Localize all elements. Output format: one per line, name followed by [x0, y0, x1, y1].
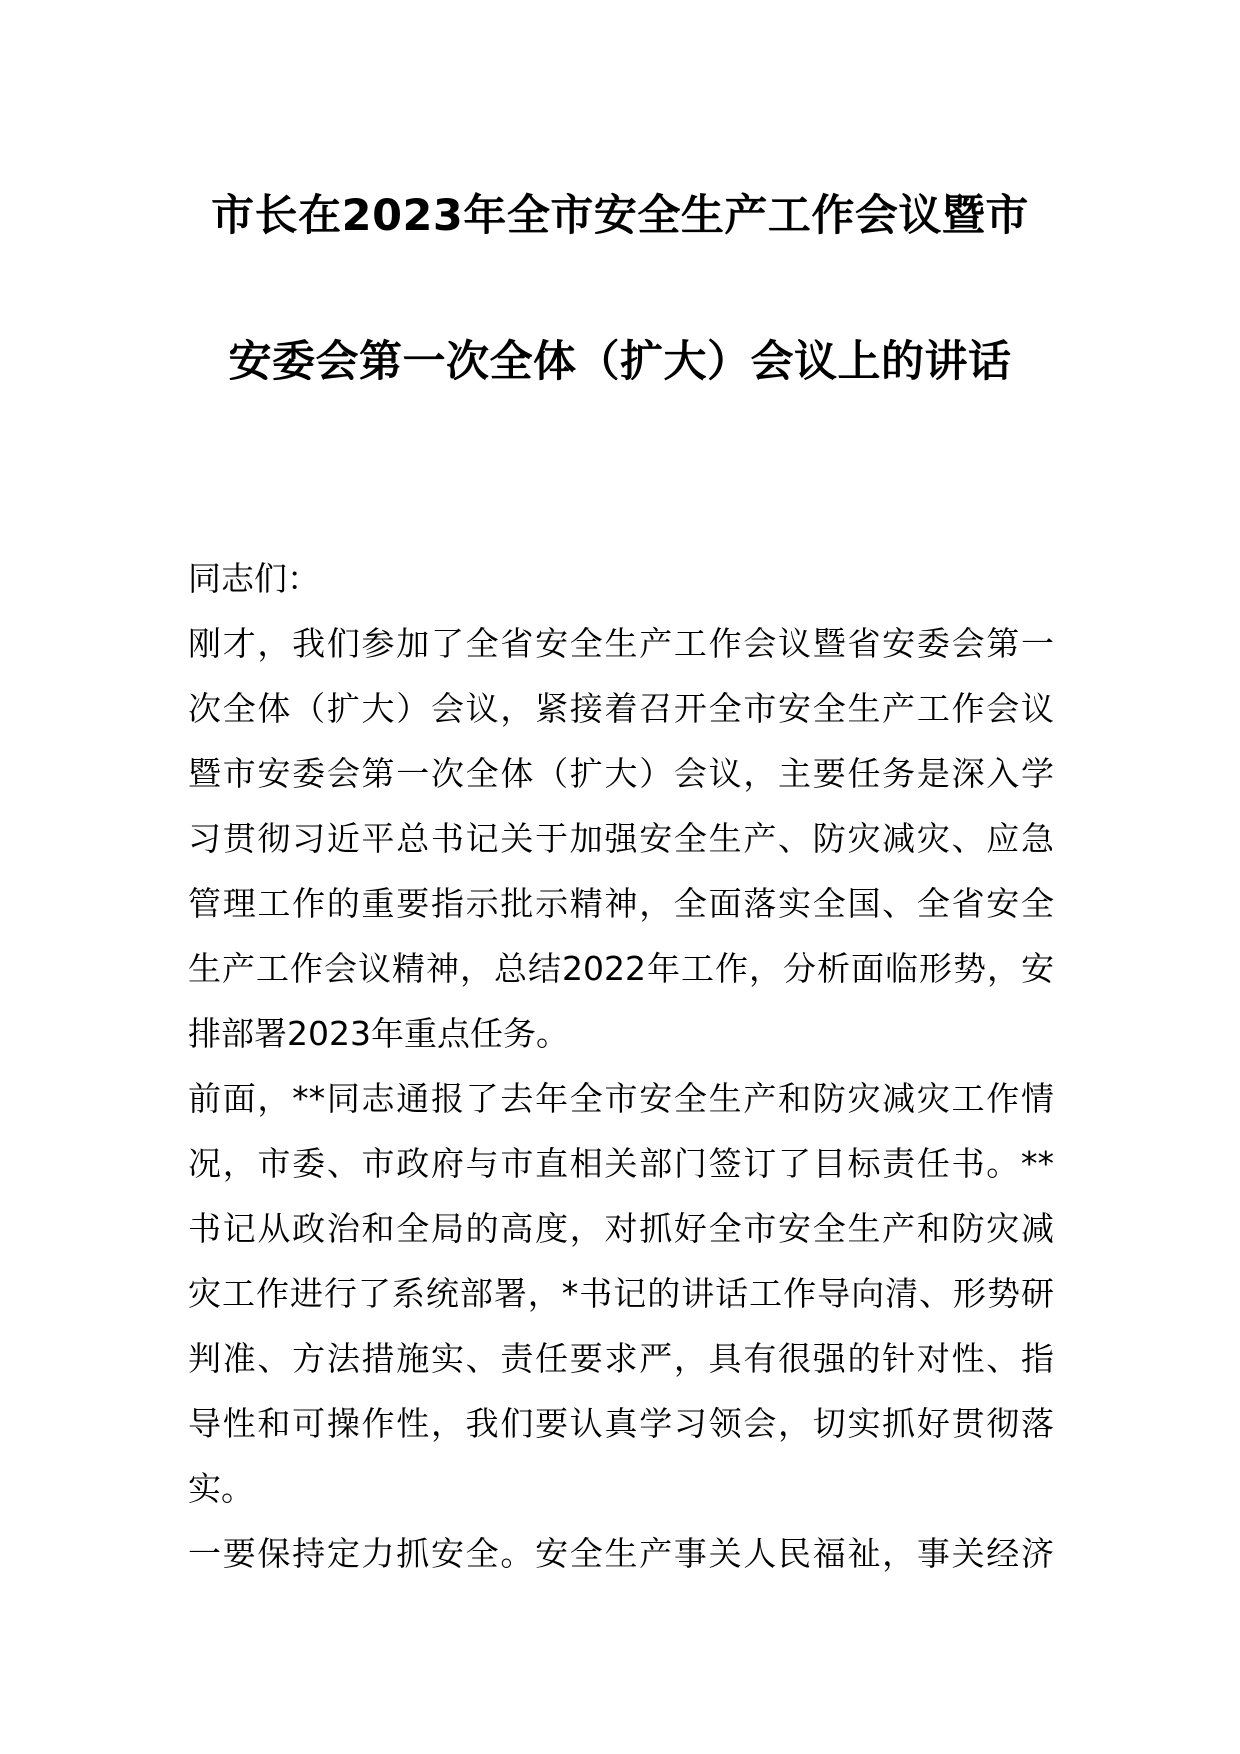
body-line: 判准、方法措施实、责任要求严，具有很强的针对性、指 [188, 1339, 1054, 1378]
body-line: 管理工作的重要指示批示精神，全面落实全国、全省安全 [188, 884, 1054, 923]
body-line: 前面，**同志通报了去年全市安全生产和防灾减灾工作情 [188, 1079, 1054, 1118]
body-line: 排部署2023年重点任务。 [188, 1014, 569, 1053]
body-line: 暨市安委会第一次全体（扩大）会议，主要任务是深入学 [188, 754, 1054, 793]
title-line: 安委会第一次全体（扩大）会议上的讲话 [228, 337, 1012, 387]
document-body [188, 546, 1054, 1586]
body-line: 一要保持定力抓安全。安全生产事关人民福祉，事关经济 [188, 1534, 1054, 1573]
body-line: 习贯彻习近平总书记关于加强安全生产、防灾减灾、应急 [188, 819, 1054, 858]
body-line: 实。 [188, 1469, 254, 1508]
body-line: 次全体（扩大）会议，紧接着召开全市安全生产工作会议 [188, 689, 1054, 728]
title-line: 市长在2023年全市安全生产工作会议暨市 [211, 191, 1029, 241]
body-line: 况，市委、市政府与市直相关部门签订了目标责任书。** [188, 1144, 1054, 1183]
salutation: 同志们： [188, 559, 320, 598]
body-line: 导性和可操作性，我们要认真学习领会，切实抓好贯彻落 [188, 1404, 1054, 1443]
body-line: 生产工作会议精神，总结2022年工作，分析面临形势，安 [188, 949, 1054, 988]
body-line: 刚才，我们参加了全省安全生产工作会议暨省安委会第一 [188, 624, 1054, 663]
document-title [150, 188, 1090, 480]
body-line: 书记从政治和全局的高度，对抓好全市安全生产和防灾减 [188, 1209, 1054, 1248]
body-line: 灾工作进行了系统部署，*书记的讲话工作导向清、形势研 [188, 1274, 1054, 1313]
